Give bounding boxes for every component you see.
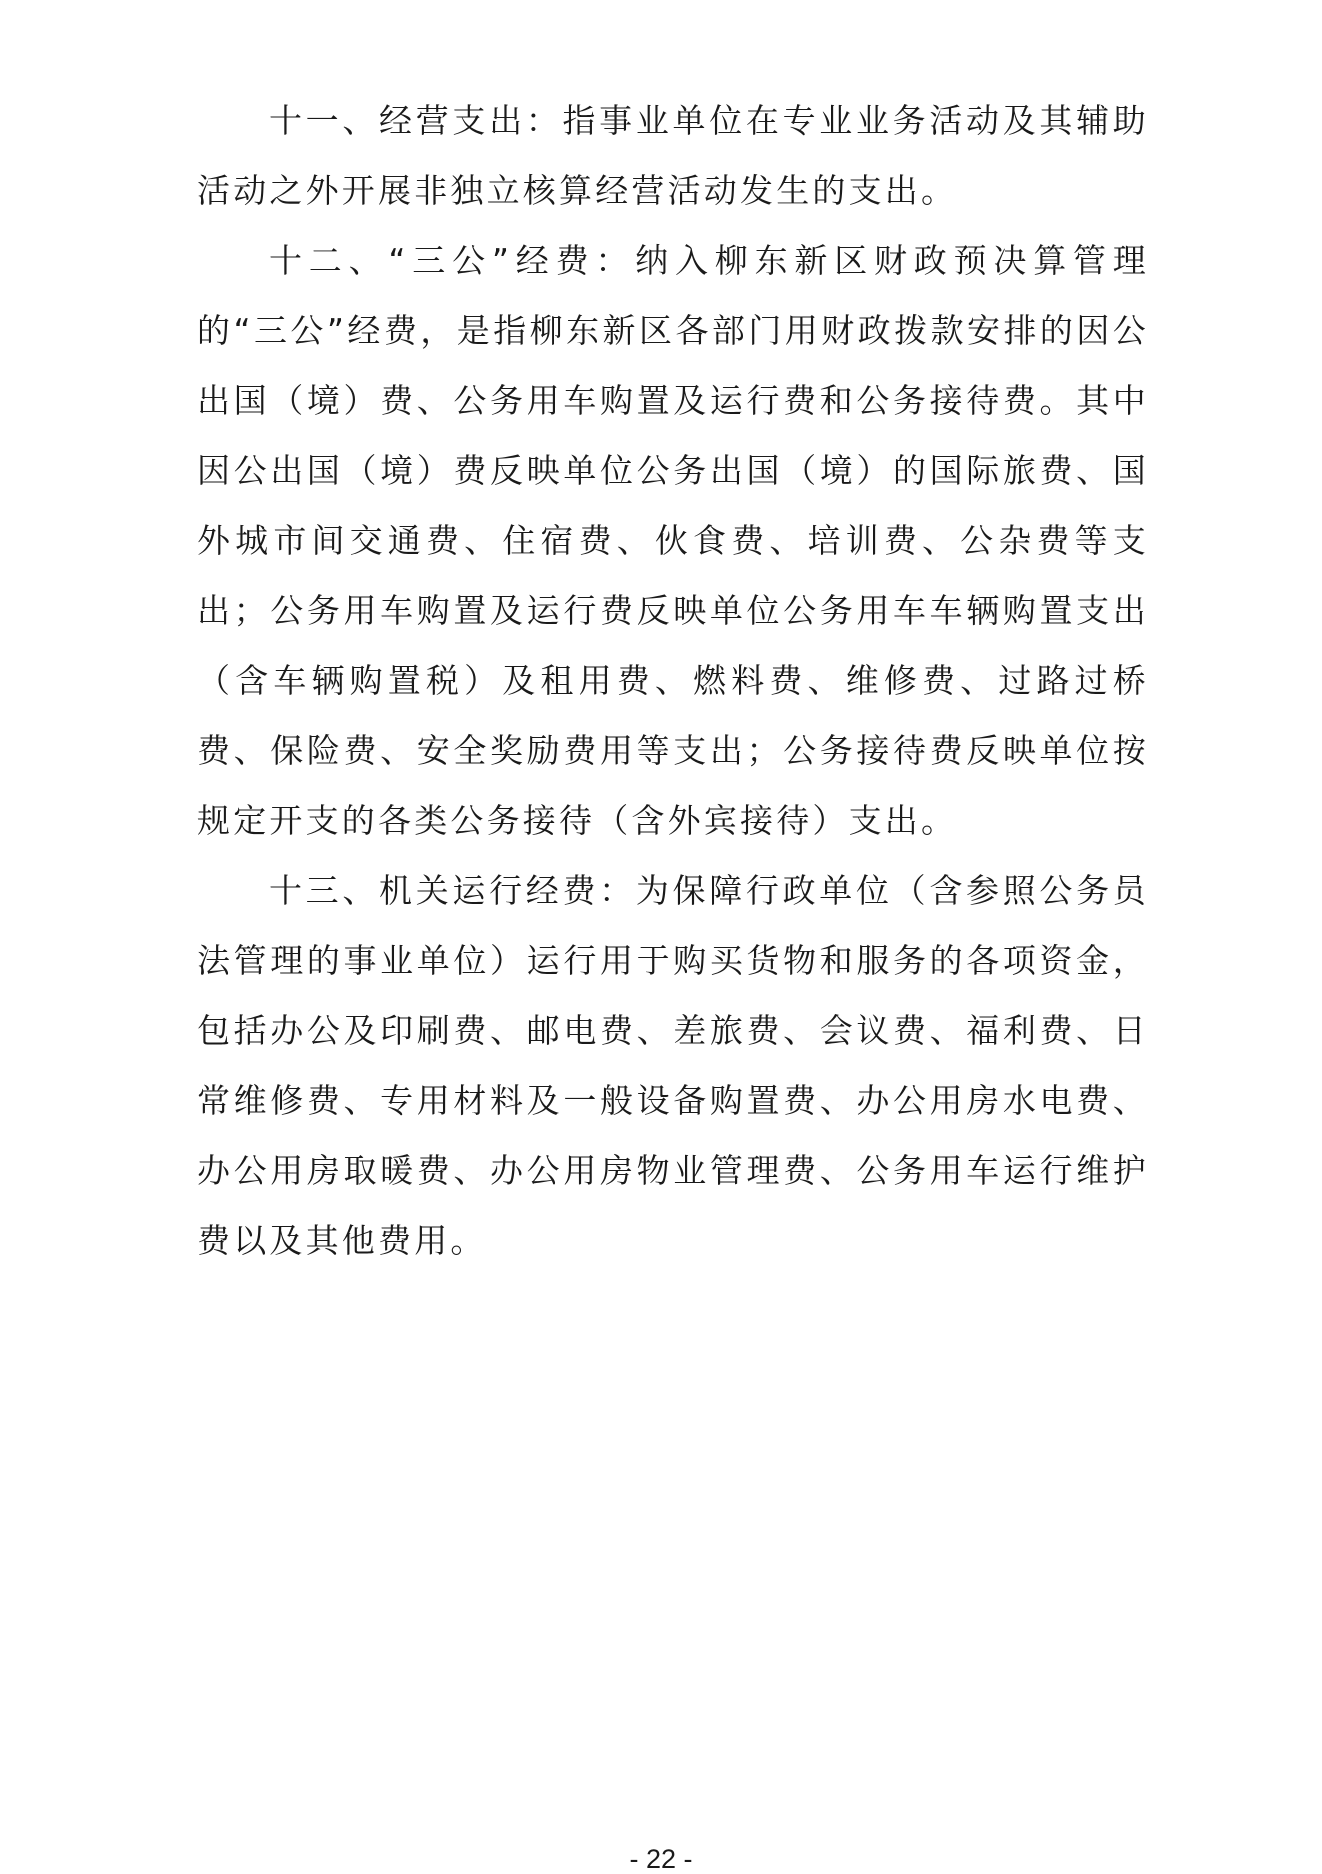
paragraph-three-public-expenses: 十二、“三公”经费：纳入柳东新区财政预决算管理的“三公”经费，是指柳东新区各部门用财政拨款安排的因公出国（境）费、公务用车购置及运行费和公务接待费。其中因公出国（境）费反映单位公务出国（境）的国际旅费、国外城市间交通费、住宿费、伙食费、培训费、公杂费等支出；公务用车购置及运行费反映单位公务用车车辆购置支出（含车辆购置税）及租用费、燃料费、维修费、过路过桥费、保险费、安全奖励费用等支出；公务接待费反映单位按规定开支的各类公务接待（含外宾接待）支出。	[197, 241, 1149, 840]
paragraph-agency-operating-expenses: 十三、机关运行经费：为保障行政单位（含参照公务员法管理的事业单位）运行用于购买货物和服务的各项资金，包括办公及印刷费、邮电费、差旅费、会议费、福利费、日常维修费、专用材料及一般设备购置费、办公用房水电费、办公用房取暖费、办公用房物业管理费、公务用车运行维护费以及其他费用。	[197, 871, 1149, 1260]
document-body	[197, 86, 1149, 1276]
page-number: - 22 -	[629, 1844, 693, 1874]
paragraph-operating-expenses: 十一、经营支出：指事业单位在专业业务活动及其辅助活动之外开展非独立核算经营活动发生的支出。	[197, 101, 1149, 210]
